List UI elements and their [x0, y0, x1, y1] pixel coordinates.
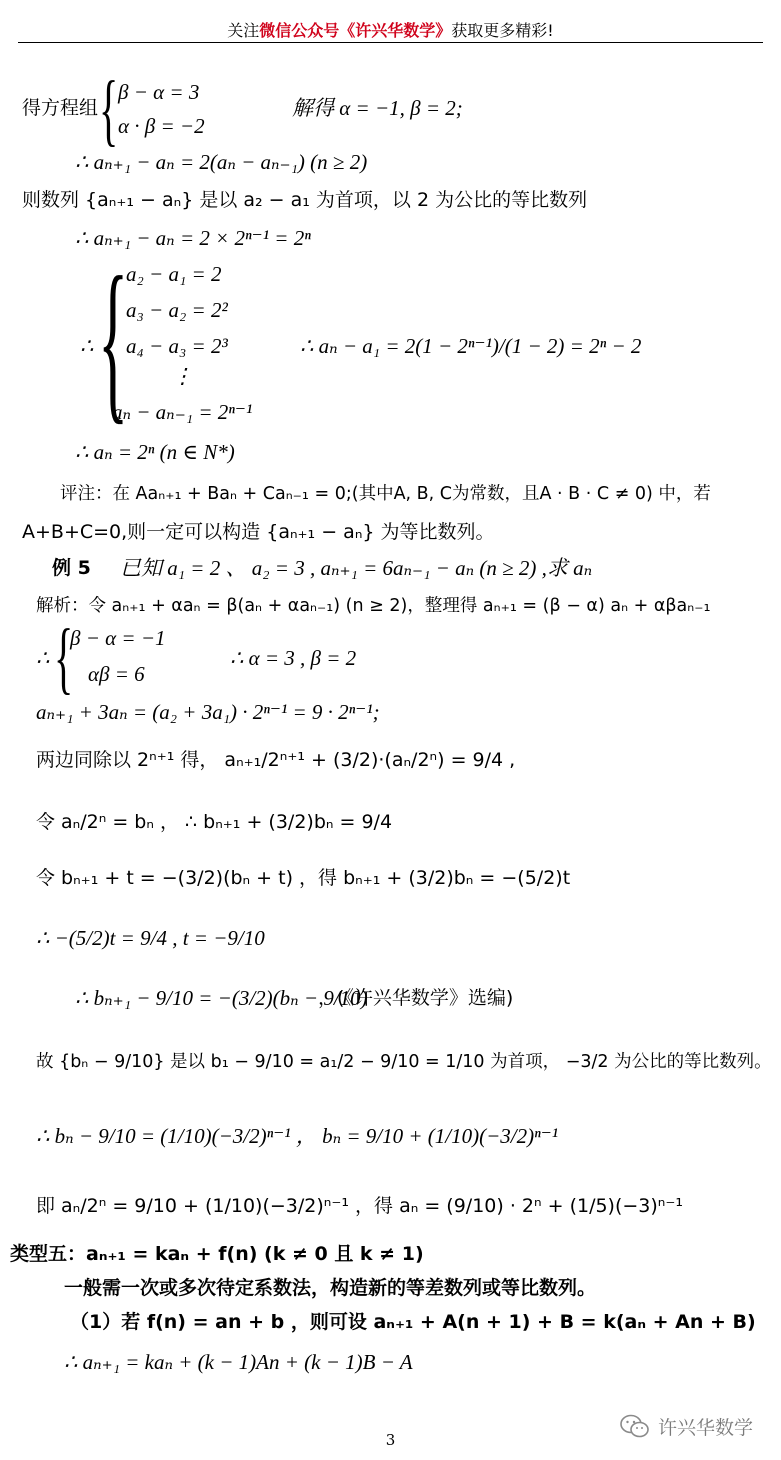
equation-line: aₙ₊₁ + 3aₙ = (a₂ + 3a₁) · 2ⁿ⁻¹ = 9 · 2ⁿ⁻¹;: [36, 700, 380, 724]
page-header: [0, 18, 781, 41]
equation-line: a₃ − a₂ = 2²: [126, 298, 228, 322]
text-line: 令 bₙ₊₁ + t = −(3/2)(bₙ + t) ，得 bₙ₊₁ + (3/2)bₙ = −(5/2)t: [36, 867, 571, 889]
equation-line: a₂ − a₁ = 2: [126, 262, 222, 286]
text-line: 一般需一次或多次待定系数法，构造新的等差数列或等比数列。: [64, 1277, 597, 1299]
text-line: ，(《许兴华数学》选编): [318, 987, 514, 1009]
equation-line: ∴ aₙ − a₁ = 2(1 − 2ⁿ⁻¹)/(1 − 2) = 2ⁿ − 2: [300, 334, 642, 358]
example-label: 例 5: [52, 557, 91, 579]
text-line: 得方程组: [22, 97, 99, 119]
header-suffix: 获取更多精彩!: [451, 21, 554, 40]
equation-line: ∴ −(5/2)t = 9/4 , t = −9/10: [36, 926, 265, 950]
equation-line: α · β = −2: [118, 114, 205, 138]
equation-line: 已知 a₁ = 2 、 a₂ = 3 , aₙ₊₁ = 6aₙ₋₁ − aₙ (n ≥ 2) ,求 aₙ: [120, 556, 593, 580]
therefore-symbol: ∴: [80, 334, 94, 358]
equation-line: ∴ bₙ₊₁ − 9/10 = −(3/2)(bₙ − 9/10): [75, 986, 368, 1010]
wechat-logo-icon: [620, 1414, 650, 1440]
equation-line: β − α = 3: [118, 80, 200, 104]
therefore-symbol: ∴: [36, 646, 50, 670]
equation-line: a₄ − a₃ = 2³: [126, 334, 228, 358]
left-brace: {: [98, 240, 129, 439]
equation-line: ∴ aₙ₊₁ = kaₙ + (k − 1)An + (k − 1)B − A: [64, 1350, 413, 1374]
equation-line: β − α = −1: [70, 626, 166, 650]
left-brace: {: [54, 614, 74, 702]
header-highlight: 微信公众号《许兴华数学》: [259, 21, 452, 40]
equation-line: ∴ aₙ₊₁ − aₙ = 2(aₙ − aₙ₋₁) (n ≥ 2): [75, 150, 368, 174]
text-line: A+B+C=0,则一定可以构造 {aₙ₊₁ − aₙ} 为等比数列。: [22, 521, 495, 543]
header-prefix: 关注: [227, 21, 260, 40]
equation-line: ⋮: [172, 364, 193, 388]
watermark: [620, 1413, 753, 1440]
equation-line: 解得 α = −1, β = 2;: [292, 96, 463, 120]
text-line: 即 aₙ/2ⁿ = 9/10 + (1/10)(−3/2)ⁿ⁻¹ ，得 aₙ = (9/10) · 2ⁿ + (1/5)(−3)ⁿ⁻¹: [36, 1195, 684, 1217]
text-line: 令 aₙ/2ⁿ = bₙ ， ∴ bₙ₊₁ + (3/2)bₙ = 9/4: [36, 811, 393, 833]
text-line: 则数列 {aₙ₊₁ − aₙ} 是以 a₂ − a₁ 为首项，以 2 为公比的等比数列: [22, 189, 588, 211]
equation-line: aₙ − aₙ₋₁ = 2ⁿ⁻¹: [112, 400, 253, 424]
text-line: 两边同除以 2ⁿ⁺¹ 得， aₙ₊₁/2ⁿ⁺¹ + (3/2)·(aₙ/2ⁿ) = 9/4 ,: [36, 749, 516, 771]
section-heading: 类型五：aₙ₊₁ = kaₙ + f(n) (k ≠ 0 且 k ≠ 1): [10, 1243, 424, 1265]
header-rule: [18, 42, 763, 43]
text-line: （1）若 f(n) = an + b ，则可设 aₙ₊₁ + A(n + 1) + B = k(aₙ + An + B): [70, 1311, 756, 1333]
equation-line: αβ = 6: [88, 662, 145, 686]
text-line: 故 {bₙ − 9/10} 是以 b₁ − 9/10 = a₁/2 − 9/10 = 1/10 为首项， −3/2 为公比的等比数列。: [36, 1052, 772, 1072]
page-number: 3: [385, 1431, 396, 1449]
text-line: 解析：令 aₙ₊₁ + αaₙ = β(aₙ + αaₙ₋₁) (n ≥ 2)，整理得 aₙ₊₁ = (β − α) aₙ + αβaₙ₋₁: [36, 596, 711, 616]
text-line: 评注：在 Aaₙ₊₁ + Baₙ + Caₙ₋₁ = 0;(其中A, B, C为常数，且A · B · C ≠ 0) 中，若: [60, 484, 711, 504]
equation-line: ∴ bₙ − 9/10 = (1/10)(−3/2)ⁿ⁻¹ ， bₙ = 9/10 + (1/10)(−3/2)ⁿ⁻¹: [36, 1124, 559, 1148]
equation-line: ∴ aₙ₊₁ − aₙ = 2 × 2ⁿ⁻¹ = 2ⁿ: [75, 226, 311, 250]
equation-line: ∴ aₙ = 2ⁿ (n ∈ N*): [75, 440, 235, 464]
watermark-text: 许兴华数学: [658, 1417, 754, 1439]
left-brace: {: [99, 66, 119, 154]
equation-line: ∴ α = 3 , β = 2: [230, 646, 357, 670]
